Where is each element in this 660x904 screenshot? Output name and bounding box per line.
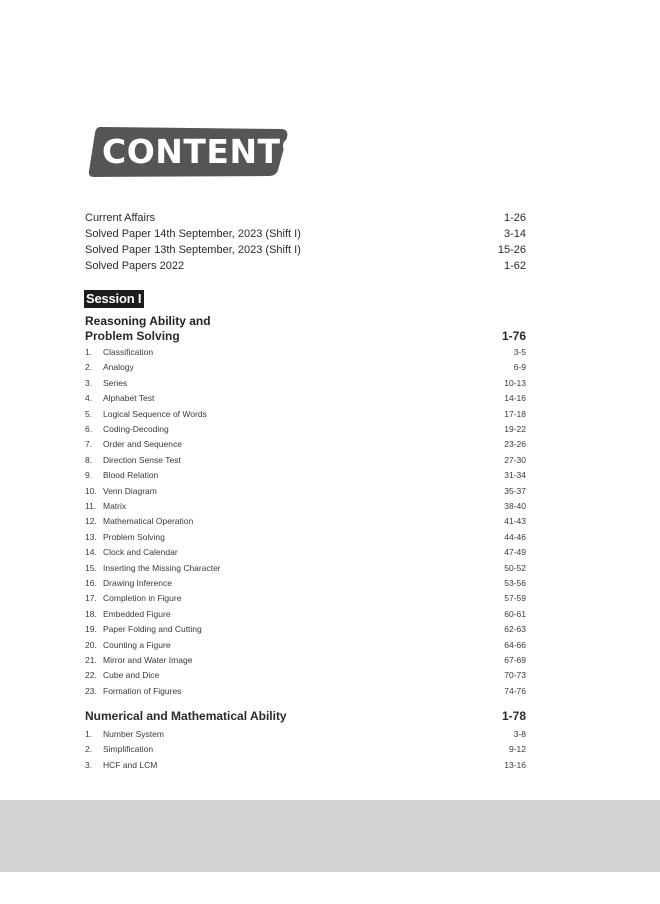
chapter-number: 22.: [85, 670, 97, 681]
chapter-pages: 14-16: [504, 393, 526, 404]
chapter-title: Series: [103, 377, 128, 388]
chapter-number: 14.: [85, 547, 97, 558]
chapter-number: 19.: [85, 624, 97, 635]
chapter-title: Cube and Dice: [103, 670, 160, 681]
chapter-number: 1.: [85, 347, 93, 357]
contents-banner: [88, 126, 305, 178]
section-title-reasoning: [85, 314, 211, 329]
chapter-row[interactable]: [85, 500, 526, 512]
chapter-pages: 35-37: [504, 485, 526, 496]
toc-entry-label: Current Affairs: [85, 212, 156, 224]
chapter-row[interactable]: [85, 759, 526, 771]
chapter-left: [85, 377, 127, 389]
toc-entry-pages: 3-14: [503, 228, 526, 240]
chapter-pages: 67-69: [504, 655, 526, 665]
chapter-left: [85, 423, 169, 435]
chapter-row[interactable]: [85, 515, 526, 527]
chapter-pages: 23-26: [504, 439, 526, 450]
chapter-row[interactable]: [85, 469, 526, 481]
chapter-title: Blood Relation: [103, 470, 159, 481]
chapter-number: 12.: [85, 516, 97, 527]
chapter-number: 5.: [85, 408, 93, 419]
chapter-left: [85, 685, 181, 697]
chapter-left: [85, 759, 157, 771]
chapter-title: Alphabet Test: [103, 393, 155, 404]
chapter-row[interactable]: [85, 361, 526, 373]
chapter-row[interactable]: [85, 531, 526, 543]
chapter-number: 8.: [85, 454, 93, 465]
chapter-title: Clock and Calendar: [103, 547, 178, 558]
toc-entry-label: Solved Paper 14th September, 2023 (Shift I): [85, 228, 301, 240]
chapter-title: Drawing Inference: [103, 578, 172, 588]
chapter-title: HCF and LCM: [103, 759, 158, 770]
chapter-row[interactable]: [85, 623, 526, 635]
chapter-number: 1.: [85, 729, 93, 739]
chapter-title: Venn Diagram: [103, 485, 157, 496]
chapter-left: [85, 623, 202, 635]
chapter-pages: 17-18: [504, 408, 526, 419]
footer-band: [0, 800, 660, 872]
chapter-number: 15.: [85, 562, 97, 573]
chapter-number: 20.: [85, 639, 97, 650]
toc-entry-label: Solved Papers 2022: [85, 260, 185, 272]
chapter-title: Order and Sequence: [103, 439, 182, 450]
section-title-line1: Reasoning Ability and: [85, 314, 211, 328]
chapter-title: Number System: [103, 729, 164, 739]
chapter-number: 7.: [85, 439, 93, 450]
chapter-number: 21.: [85, 655, 97, 665]
chapter-row[interactable]: [85, 728, 526, 740]
section-pages: 1-78: [501, 709, 526, 723]
chapter-left: [85, 469, 158, 481]
chapter-left: [85, 531, 165, 543]
chapter-number: 16.: [85, 578, 97, 588]
chapter-row[interactable]: [85, 685, 526, 697]
chapter-pages: 31-34: [504, 470, 526, 481]
chapter-number: 23.: [85, 685, 97, 696]
chapter-number: 10.: [85, 485, 97, 496]
chapter-left: [85, 408, 207, 420]
chapter-row[interactable]: [85, 669, 526, 681]
chapter-number: 13.: [85, 531, 97, 542]
chapter-title: Counting a Figure: [103, 639, 171, 650]
chapter-left: [85, 608, 171, 620]
section-title: Numerical and Mathematical Ability: [85, 709, 287, 723]
chapter-pages: 10-13: [504, 377, 526, 388]
chapter-left: [85, 454, 181, 466]
chapter-left: [85, 546, 178, 558]
chapter-title: Logical Sequence of Words: [103, 408, 207, 419]
chapter-left: [85, 500, 126, 512]
toc-entry-label: Solved Paper 13th September, 2023 (Shift I): [85, 244, 301, 256]
chapter-pages: 70-73: [504, 670, 526, 681]
chapter-title: Analogy: [103, 362, 134, 373]
toc-entry-pages: 1-26: [503, 212, 526, 224]
chapter-left: [85, 361, 134, 373]
chapter-row[interactable]: [85, 577, 526, 589]
chapter-row[interactable]: [85, 346, 526, 358]
chapter-row[interactable]: [85, 377, 526, 389]
section-title-line2: Problem Solving: [85, 329, 180, 343]
section-pages: 1-76: [501, 329, 526, 343]
chapter-pages: 3-5: [513, 347, 526, 357]
chapter-row[interactable]: [85, 546, 526, 558]
chapter-pages: 64-66: [504, 639, 526, 650]
chapter-left: [85, 592, 181, 604]
chapter-pages: 13-16: [504, 759, 526, 770]
chapter-left: [85, 743, 153, 755]
section-heading-row-reasoning[interactable]: [85, 329, 526, 344]
chapter-row[interactable]: [85, 639, 526, 651]
section-heading-row-numerical[interactable]: [85, 708, 526, 724]
chapter-title: Formation of Figures: [103, 685, 182, 696]
toc-entry-solved-papers-2022[interactable]: [85, 258, 526, 274]
chapter-title: Classification: [103, 347, 154, 357]
chapter-pages: 6-9: [513, 362, 526, 373]
chapter-title: Embedded Figure: [103, 608, 171, 619]
chapter-left: [85, 639, 171, 651]
chapter-title: Coding-Decoding: [103, 424, 169, 434]
chapter-title: Paper Folding and Cutting: [103, 624, 202, 635]
toc-entry-solved-paper-14-sep[interactable]: [85, 226, 526, 242]
chapter-pages: 38-40: [504, 501, 526, 511]
chapter-pages: 57-59: [504, 593, 526, 604]
chapter-title: Mathematical Operation: [103, 516, 194, 527]
chapter-left: [85, 654, 192, 666]
chapter-left: [85, 485, 157, 497]
toc-entry-current-affairs[interactable]: [85, 210, 526, 226]
chapter-number: 6.: [85, 424, 93, 434]
chapter-pages: 27-30: [504, 454, 526, 465]
chapter-pages: 44-46: [504, 531, 526, 542]
chapter-number: 18.: [85, 608, 97, 619]
chapter-number: 9.: [85, 470, 93, 481]
chapter-number: 2.: [85, 362, 93, 373]
chapter-pages: 41-43: [504, 516, 526, 527]
page-title: CONTENTS: [102, 132, 305, 171]
chapter-title: Completion in Figure: [103, 593, 182, 604]
chapter-title: Problem Solving: [103, 531, 165, 542]
chapter-title: Inserting the Missing Character: [103, 562, 221, 573]
toc-entry-pages: 1-62: [503, 260, 526, 272]
chapter-left: [85, 392, 154, 404]
chapter-title: Direction Sense Test: [103, 454, 181, 465]
chapter-row[interactable]: [85, 562, 526, 574]
chapter-left: [85, 669, 159, 681]
chapter-pages: 9-12: [508, 744, 526, 755]
chapter-pages: 62-63: [504, 624, 526, 635]
chapter-number: 3.: [85, 759, 93, 770]
chapter-row[interactable]: [85, 438, 526, 450]
chapter-left: [85, 346, 153, 358]
chapter-row[interactable]: [85, 408, 526, 420]
chapter-row[interactable]: [85, 608, 526, 620]
session-label: Session I: [84, 290, 144, 308]
chapter-title: Simplification: [103, 744, 154, 755]
chapter-pages: 47-49: [504, 547, 526, 558]
chapter-number: 2.: [85, 744, 93, 755]
chapter-left: [85, 438, 182, 450]
chapter-row[interactable]: [85, 392, 526, 404]
chapter-number: 3.: [85, 377, 93, 388]
chapter-number: 17.: [85, 593, 97, 604]
toc-entry-pages: 15-26: [497, 244, 526, 256]
chapter-row[interactable]: [85, 592, 526, 604]
chapter-pages: 74-76: [504, 685, 526, 696]
chapter-number: 11.: [85, 501, 97, 511]
chapter-pages: 60-61: [504, 608, 526, 619]
chapter-left: [85, 728, 164, 740]
chapter-pages: 3-8: [513, 729, 526, 739]
chapter-number: 4.: [85, 393, 93, 404]
chapter-pages: 53-56: [504, 578, 526, 588]
chapter-row[interactable]: [85, 423, 526, 435]
chapter-pages: 19-22: [504, 424, 526, 434]
chapter-row[interactable]: [85, 454, 526, 466]
chapter-row[interactable]: [85, 743, 526, 755]
chapter-left: [85, 562, 221, 574]
chapter-title: Mirror and Water Image: [103, 655, 193, 665]
chapter-title: Matrix: [103, 501, 127, 511]
chapter-left: [85, 515, 193, 527]
chapter-left: [85, 577, 172, 589]
chapter-row[interactable]: [85, 485, 526, 497]
chapter-pages: 50-52: [504, 562, 526, 573]
toc-entry-solved-paper-13-sep[interactable]: [85, 242, 526, 258]
chapter-row[interactable]: [85, 654, 526, 666]
